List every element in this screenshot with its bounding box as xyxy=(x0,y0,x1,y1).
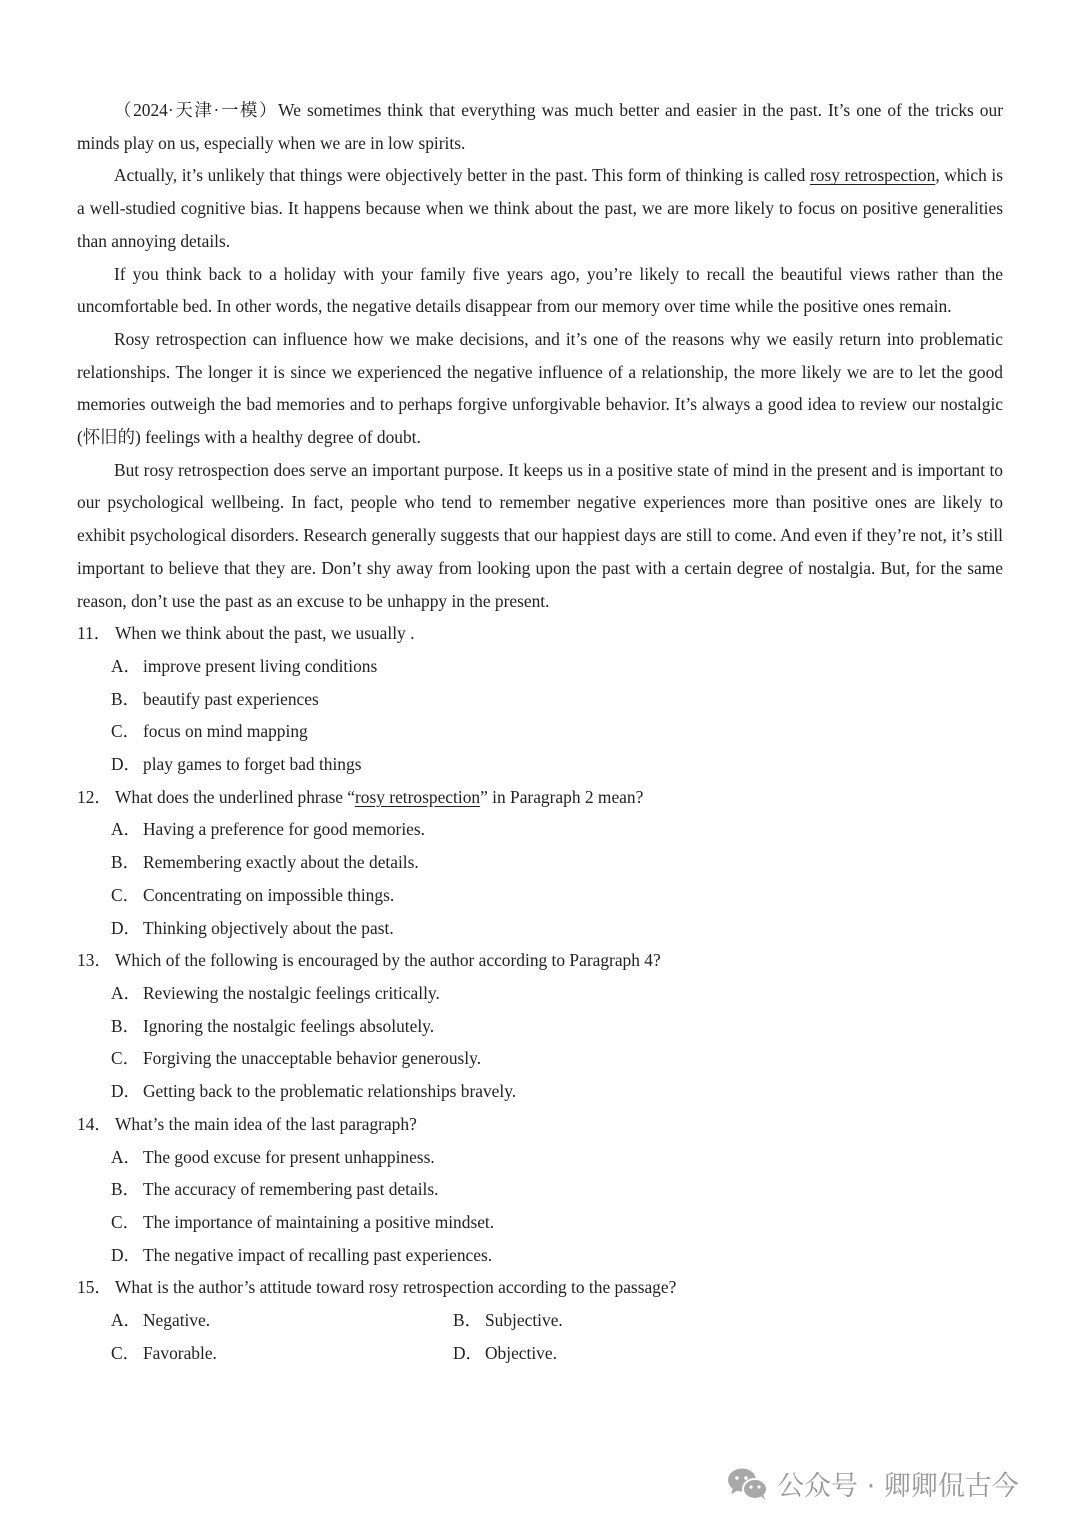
underlined-phrase: rosy retrospection xyxy=(809,165,936,186)
option-letter: A． xyxy=(111,819,141,840)
text: , which is a well-studied cognitive bias. It happens because when we think about the past, we are more likely to focus on positive generalities than annoying details. xyxy=(77,165,1003,251)
option-letter: A． xyxy=(111,1146,141,1167)
option-letter: D． xyxy=(111,1081,141,1102)
option-text: The importance of maintaining a positive mindset. xyxy=(143,1211,495,1232)
option-letter: C． xyxy=(111,1211,140,1232)
option-c[interactable] xyxy=(77,715,1003,748)
watermark-text: 公众号 · 卿卿侃古今 xyxy=(777,1471,1019,1502)
question-15 xyxy=(77,1271,1003,1369)
question-number: 15． xyxy=(77,1277,112,1298)
option-letter: A． xyxy=(111,1310,141,1331)
question-stem: ” in Paragraph 2 mean? xyxy=(480,786,644,807)
option-text: beautify past experiences xyxy=(143,688,319,709)
question-stem: When we think about the past, we usually . xyxy=(115,623,415,644)
option-text: Thinking objectively about the past. xyxy=(143,917,394,938)
option-text: Negative. xyxy=(143,1310,211,1331)
option-text: Favorable. xyxy=(143,1342,217,1363)
option-b[interactable] xyxy=(453,1304,795,1337)
option-letter: C． xyxy=(111,1048,140,1069)
option-letter: A． xyxy=(111,655,141,676)
option-text: Ignoring the nostalgic feelings absolutely. xyxy=(143,1015,435,1036)
option-letter: C． xyxy=(111,1342,140,1363)
question-stem: What does the underlined phrase “ xyxy=(115,786,355,807)
paragraph-2 xyxy=(77,159,1003,257)
option-d[interactable] xyxy=(453,1337,795,1370)
option-d[interactable] xyxy=(77,1239,1003,1272)
option-d[interactable] xyxy=(77,1075,1003,1108)
question-14 xyxy=(77,1108,1003,1272)
option-text: Remembering exactly about the details. xyxy=(143,852,419,873)
paragraph-3: If you think back to a holiday with your family five years ago, you’re likely to recall the beautiful views rather than the uncomfortable bed. In other words, the negative details disappear from our memory over time while the positive ones remain. xyxy=(77,263,1003,317)
option-b[interactable] xyxy=(77,846,1003,879)
option-text: Objective. xyxy=(485,1342,557,1363)
option-a[interactable] xyxy=(77,1141,1003,1174)
underlined-phrase: rosy retrospection xyxy=(355,786,481,807)
option-b[interactable] xyxy=(77,1010,1003,1043)
paragraph-5: But rosy retrospection does serve an important purpose. It keeps us in a positive state of mind in the present and is important to our psychological wellbeing. In fact, people who tend to remember negative experiences more than positive ones are likely to exhibit psychological disorders. Research generally suggests that our happiest days are still to come. And even if they’re not, it’s still important to believe that they are. Don’t shy away from looking upon the past with a certain degree of nostalgia. But, for the same reason, don’t use the past as an excuse to be unhappy in the present. xyxy=(77,459,1003,611)
option-letter: B． xyxy=(111,1015,140,1036)
question-stem: Which of the following is encouraged by the author according to Paragraph 4? xyxy=(115,950,661,971)
option-text: Forgiving the unacceptable behavior generously. xyxy=(143,1048,482,1069)
option-letter: B． xyxy=(111,1179,140,1200)
option-text: The accuracy of remembering past details. xyxy=(143,1179,439,1200)
question-number: 12． xyxy=(77,786,112,807)
option-text: Getting back to the problematic relationships bravely. xyxy=(143,1081,517,1102)
option-letter: D． xyxy=(111,917,141,938)
option-letter: D． xyxy=(453,1342,483,1363)
question-12 xyxy=(77,781,1003,945)
option-text: Subjective. xyxy=(485,1310,563,1331)
option-text: improve present living conditions xyxy=(143,655,378,676)
question-stem: What’s the main idea of the last paragraph? xyxy=(115,1113,417,1134)
option-letter: A． xyxy=(111,982,141,1003)
option-b[interactable] xyxy=(77,1173,1003,1206)
question-number: 11． xyxy=(77,623,112,644)
watermark xyxy=(727,1464,1019,1503)
option-c[interactable] xyxy=(77,879,1003,912)
option-text: Reviewing the nostalgic feelings critically. xyxy=(143,982,440,1003)
option-a[interactable] xyxy=(77,977,1003,1010)
option-letter: C． xyxy=(111,884,140,905)
question-stem: What is the author’s attitude toward rosy retrospection according to the passage? xyxy=(115,1277,677,1298)
question-number: 14． xyxy=(77,1113,112,1134)
option-c[interactable] xyxy=(111,1337,453,1370)
question-13 xyxy=(77,944,1003,1108)
option-b[interactable] xyxy=(77,683,1003,716)
option-a[interactable] xyxy=(77,813,1003,846)
text: Actually, it’s unlikely that things were objectively better in the past. This form of thinking is called xyxy=(114,165,810,186)
option-c[interactable] xyxy=(77,1206,1003,1239)
option-text: The negative impact of recalling past experiences. xyxy=(143,1244,493,1265)
option-text: play games to forget bad things xyxy=(143,754,362,775)
document xyxy=(77,94,1003,1369)
question-11 xyxy=(77,617,1003,781)
option-a[interactable] xyxy=(77,650,1003,683)
option-text: Concentrating on impossible things. xyxy=(143,884,395,905)
option-text: focus on mind mapping xyxy=(143,721,308,742)
wechat-icon xyxy=(727,1467,769,1501)
option-c[interactable] xyxy=(77,1042,1003,1075)
option-text: The good excuse for present unhappiness. xyxy=(143,1146,435,1167)
option-letter: B． xyxy=(111,688,140,709)
option-letter: D． xyxy=(111,1244,141,1265)
option-letter: C． xyxy=(111,721,140,742)
option-a[interactable] xyxy=(111,1304,453,1337)
option-letter: B． xyxy=(453,1310,482,1331)
option-letter: B． xyxy=(111,852,140,873)
option-letter: D． xyxy=(111,754,141,775)
paragraph-1: （2024·天津·一模）We sometimes think that everything was much better and easier in the past. It’s one of the tricks our minds play on us, especially when we are in low spirits. xyxy=(77,100,1003,153)
paragraph-4: Rosy retrospection can influence how we make decisions, and it’s one of the reasons why we easily return into problematic relationships. The longer it is since we experienced the negative influence of a relationship, the more likely we are to let the good memories outweigh the bad memories and to perhaps forgive unforgivable behavior. It’s always a good idea to review our nostalgic (怀旧的) feelings with a healthy degree of doubt. xyxy=(77,328,1003,448)
question-number: 13． xyxy=(77,950,112,971)
option-text: Having a preference for good memories. xyxy=(143,819,425,840)
option-d[interactable] xyxy=(77,912,1003,945)
option-d[interactable] xyxy=(77,748,1003,781)
